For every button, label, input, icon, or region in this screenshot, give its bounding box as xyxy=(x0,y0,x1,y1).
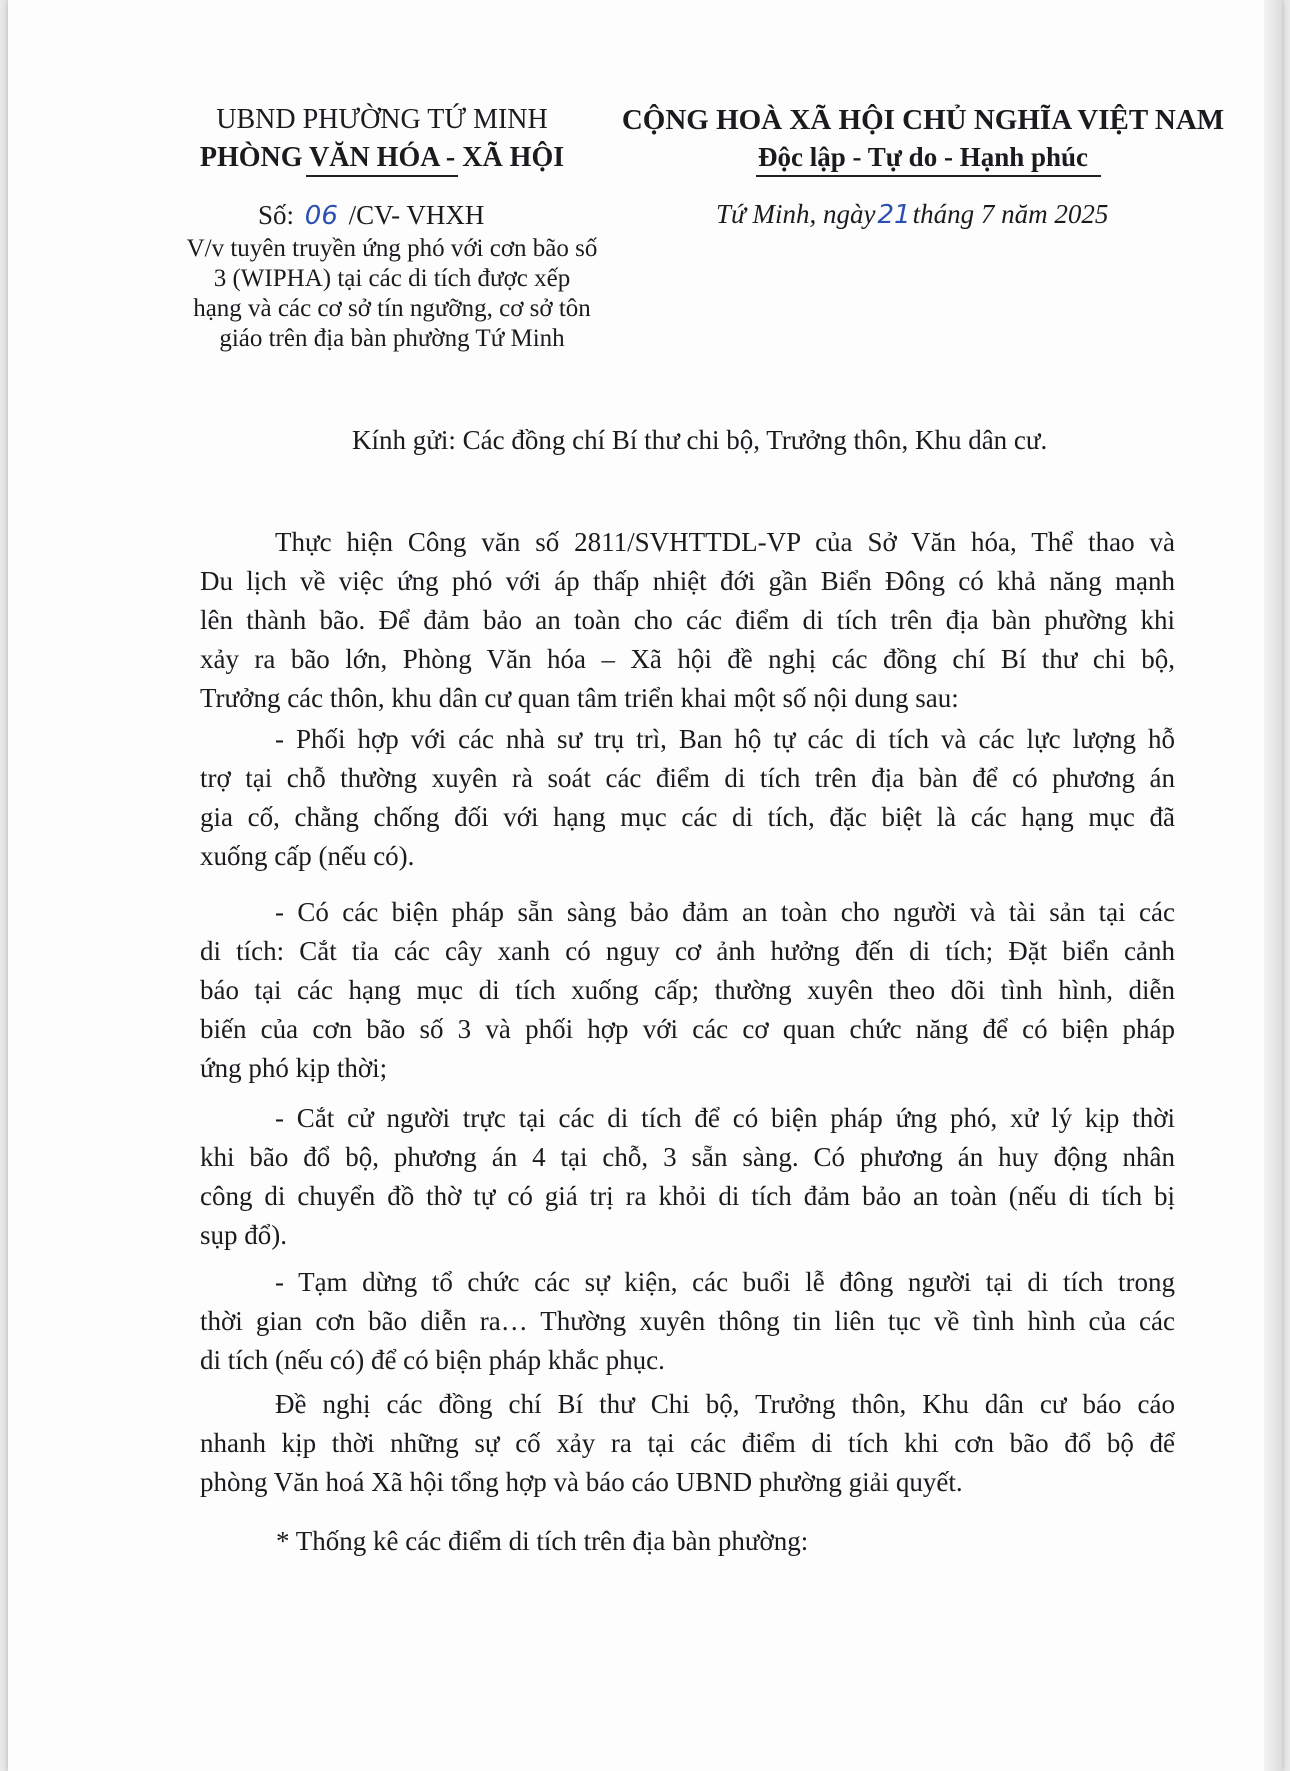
document-date xyxy=(716,199,1108,230)
paragraph-line: Du lịch về việc ứng phó với áp thấp nhiệt đới gần Biển Đông có khả năng mạnh xyxy=(200,566,1175,596)
issuing-authority: UBND PHƯỜNG TỨ MINH xyxy=(216,104,548,135)
paragraph-line: Trưởng các thôn, khu dân cư quan tâm triển khai một số nội dung sau: xyxy=(200,683,959,713)
paragraph-line: ứng phó kịp thời; xyxy=(200,1053,388,1083)
paragraph-line: sụp đổ). xyxy=(200,1220,287,1250)
paragraph-line: Thực hiện Công văn số 2811/SVHTTDL-VP của Sở Văn hóa, Thể thao và xyxy=(275,527,1175,557)
paragraph-line: phòng Văn hoá Xã hội tổng hợp và báo cáo UBND phường giải quyết. xyxy=(200,1467,963,1497)
paragraph-line: - Tạm dừng tổ chức các sự kiện, các buổi lễ đông người tại di tích trong xyxy=(275,1267,1175,1297)
paragraph-line: khi bão đổ bộ, phương án 4 tại chỗ, 3 sẵn sàng. Có phương án huy động nhân xyxy=(200,1142,1175,1172)
item-3-paragraph xyxy=(200,1099,1175,1255)
date-prefix: Tứ Minh, ngày xyxy=(716,199,876,229)
paragraph-line: gia cố, chằng chống đối với hạng mục các di tích, đặc biệt là các hạng mục đã xyxy=(200,802,1175,832)
paragraph-line: thời gian cơn bão diễn ra… Thường xuyên thông tin liên tục về tình hình của các xyxy=(200,1306,1175,1336)
date-day-handwritten: 21 xyxy=(877,200,911,230)
paragraph-line: - Có các biện pháp sẵn sàng bảo đảm an toàn cho người và tài sản tại các xyxy=(275,897,1175,927)
date-suffix: tháng 7 năm 2025 xyxy=(912,199,1109,229)
intro-paragraph xyxy=(200,523,1175,718)
paragraph-line: công di chuyển đồ thờ tự có giá trị ra khỏi di tích đảm bảo an toàn (nếu di tích bị xyxy=(200,1181,1175,1211)
paragraph-line: Đề nghị các đồng chí Bí thư Chi bộ, Trưởng thôn, Khu dân cư báo cáo xyxy=(275,1389,1175,1419)
stats-heading: * Thống kê các điểm di tích trên địa bàn phường: xyxy=(276,1526,809,1556)
paragraph-line: - Cắt cử người trực tại các di tích để có biện pháp ứng phó, xử lý kịp thời xyxy=(275,1103,1175,1133)
subject-line: V/v tuyên truyền ứng phó với cơn bão số xyxy=(186,235,598,262)
paragraph-line: xuống cấp (nếu có). xyxy=(200,841,415,871)
item-2-paragraph xyxy=(200,893,1175,1088)
doc-number-handwritten: 06 xyxy=(304,201,338,231)
page-edge-shadow xyxy=(1264,0,1282,1771)
paragraph-line: di tích (nếu có) để có biện pháp khắc phục. xyxy=(200,1345,665,1375)
subject-line: hạng và các cơ sở tín ngưỡng, cơ sở tôn xyxy=(193,295,591,322)
national-motto: Độc lập - Tự do - Hạnh phúc xyxy=(757,142,1089,172)
doc-number-prefix: Số: xyxy=(258,200,295,230)
national-title: CỘNG HOÀ XÃ HỘI CHỦ NGHĨA VIỆT NAM xyxy=(621,104,1225,136)
subject-line: giáo trên địa bàn phường Tứ Minh xyxy=(219,325,565,352)
paragraph-line: xảy ra bão lớn, Phòng Văn hóa – Xã hội đề nghị các đồng chí Bí thư chi bộ, xyxy=(200,644,1175,674)
paragraph-line: di tích: Cắt tỉa các cây xanh có nguy cơ ảnh hưởng đến di tích; Đặt biển cảnh xyxy=(200,936,1175,966)
item-1-paragraph xyxy=(200,720,1175,876)
paragraph-line: báo tại các hạng mục di tích xuống cấp; thường xuyên theo dõi tình hình, diễn xyxy=(200,975,1175,1005)
paragraph-line: biến của cơn bão số 3 và phối hợp với các cơ quan chức năng để có biện pháp xyxy=(200,1014,1175,1044)
paragraph-line: nhanh kịp thời những sự cố xảy ra tại các điểm di tích khi cơn bão đổ bộ để xyxy=(200,1428,1175,1458)
subject-block xyxy=(168,234,616,354)
issuing-department: PHÒNG VĂN HÓA - XÃ HỘI xyxy=(199,142,565,173)
department-underline xyxy=(306,175,458,177)
request-paragraph xyxy=(200,1385,1175,1502)
document-page xyxy=(8,0,1282,1771)
recipient-line: Kính gửi: Các đồng chí Bí thư chi bộ, Trưởng thôn, Khu dân cư. xyxy=(352,425,1048,455)
doc-number-suffix: /CV- VHXH xyxy=(348,200,485,230)
paragraph-line: trợ tại chỗ thường xuyên rà soát các điểm di tích trên địa bàn để có phương án xyxy=(200,763,1175,793)
subject-line: 3 (WIPHA) tại các di tích được xếp xyxy=(213,265,571,292)
document-number xyxy=(258,200,484,231)
paragraph-line: - Phối hợp với các nhà sư trụ trì, Ban hộ tự các di tích và các lực lượng hỗ xyxy=(275,724,1175,754)
item-4-paragraph xyxy=(200,1263,1175,1380)
motto-underline xyxy=(756,175,1101,177)
paragraph-line: lên thành bão. Để đảm bảo an toàn cho các điểm di tích trên địa bàn phường khi xyxy=(200,605,1175,635)
